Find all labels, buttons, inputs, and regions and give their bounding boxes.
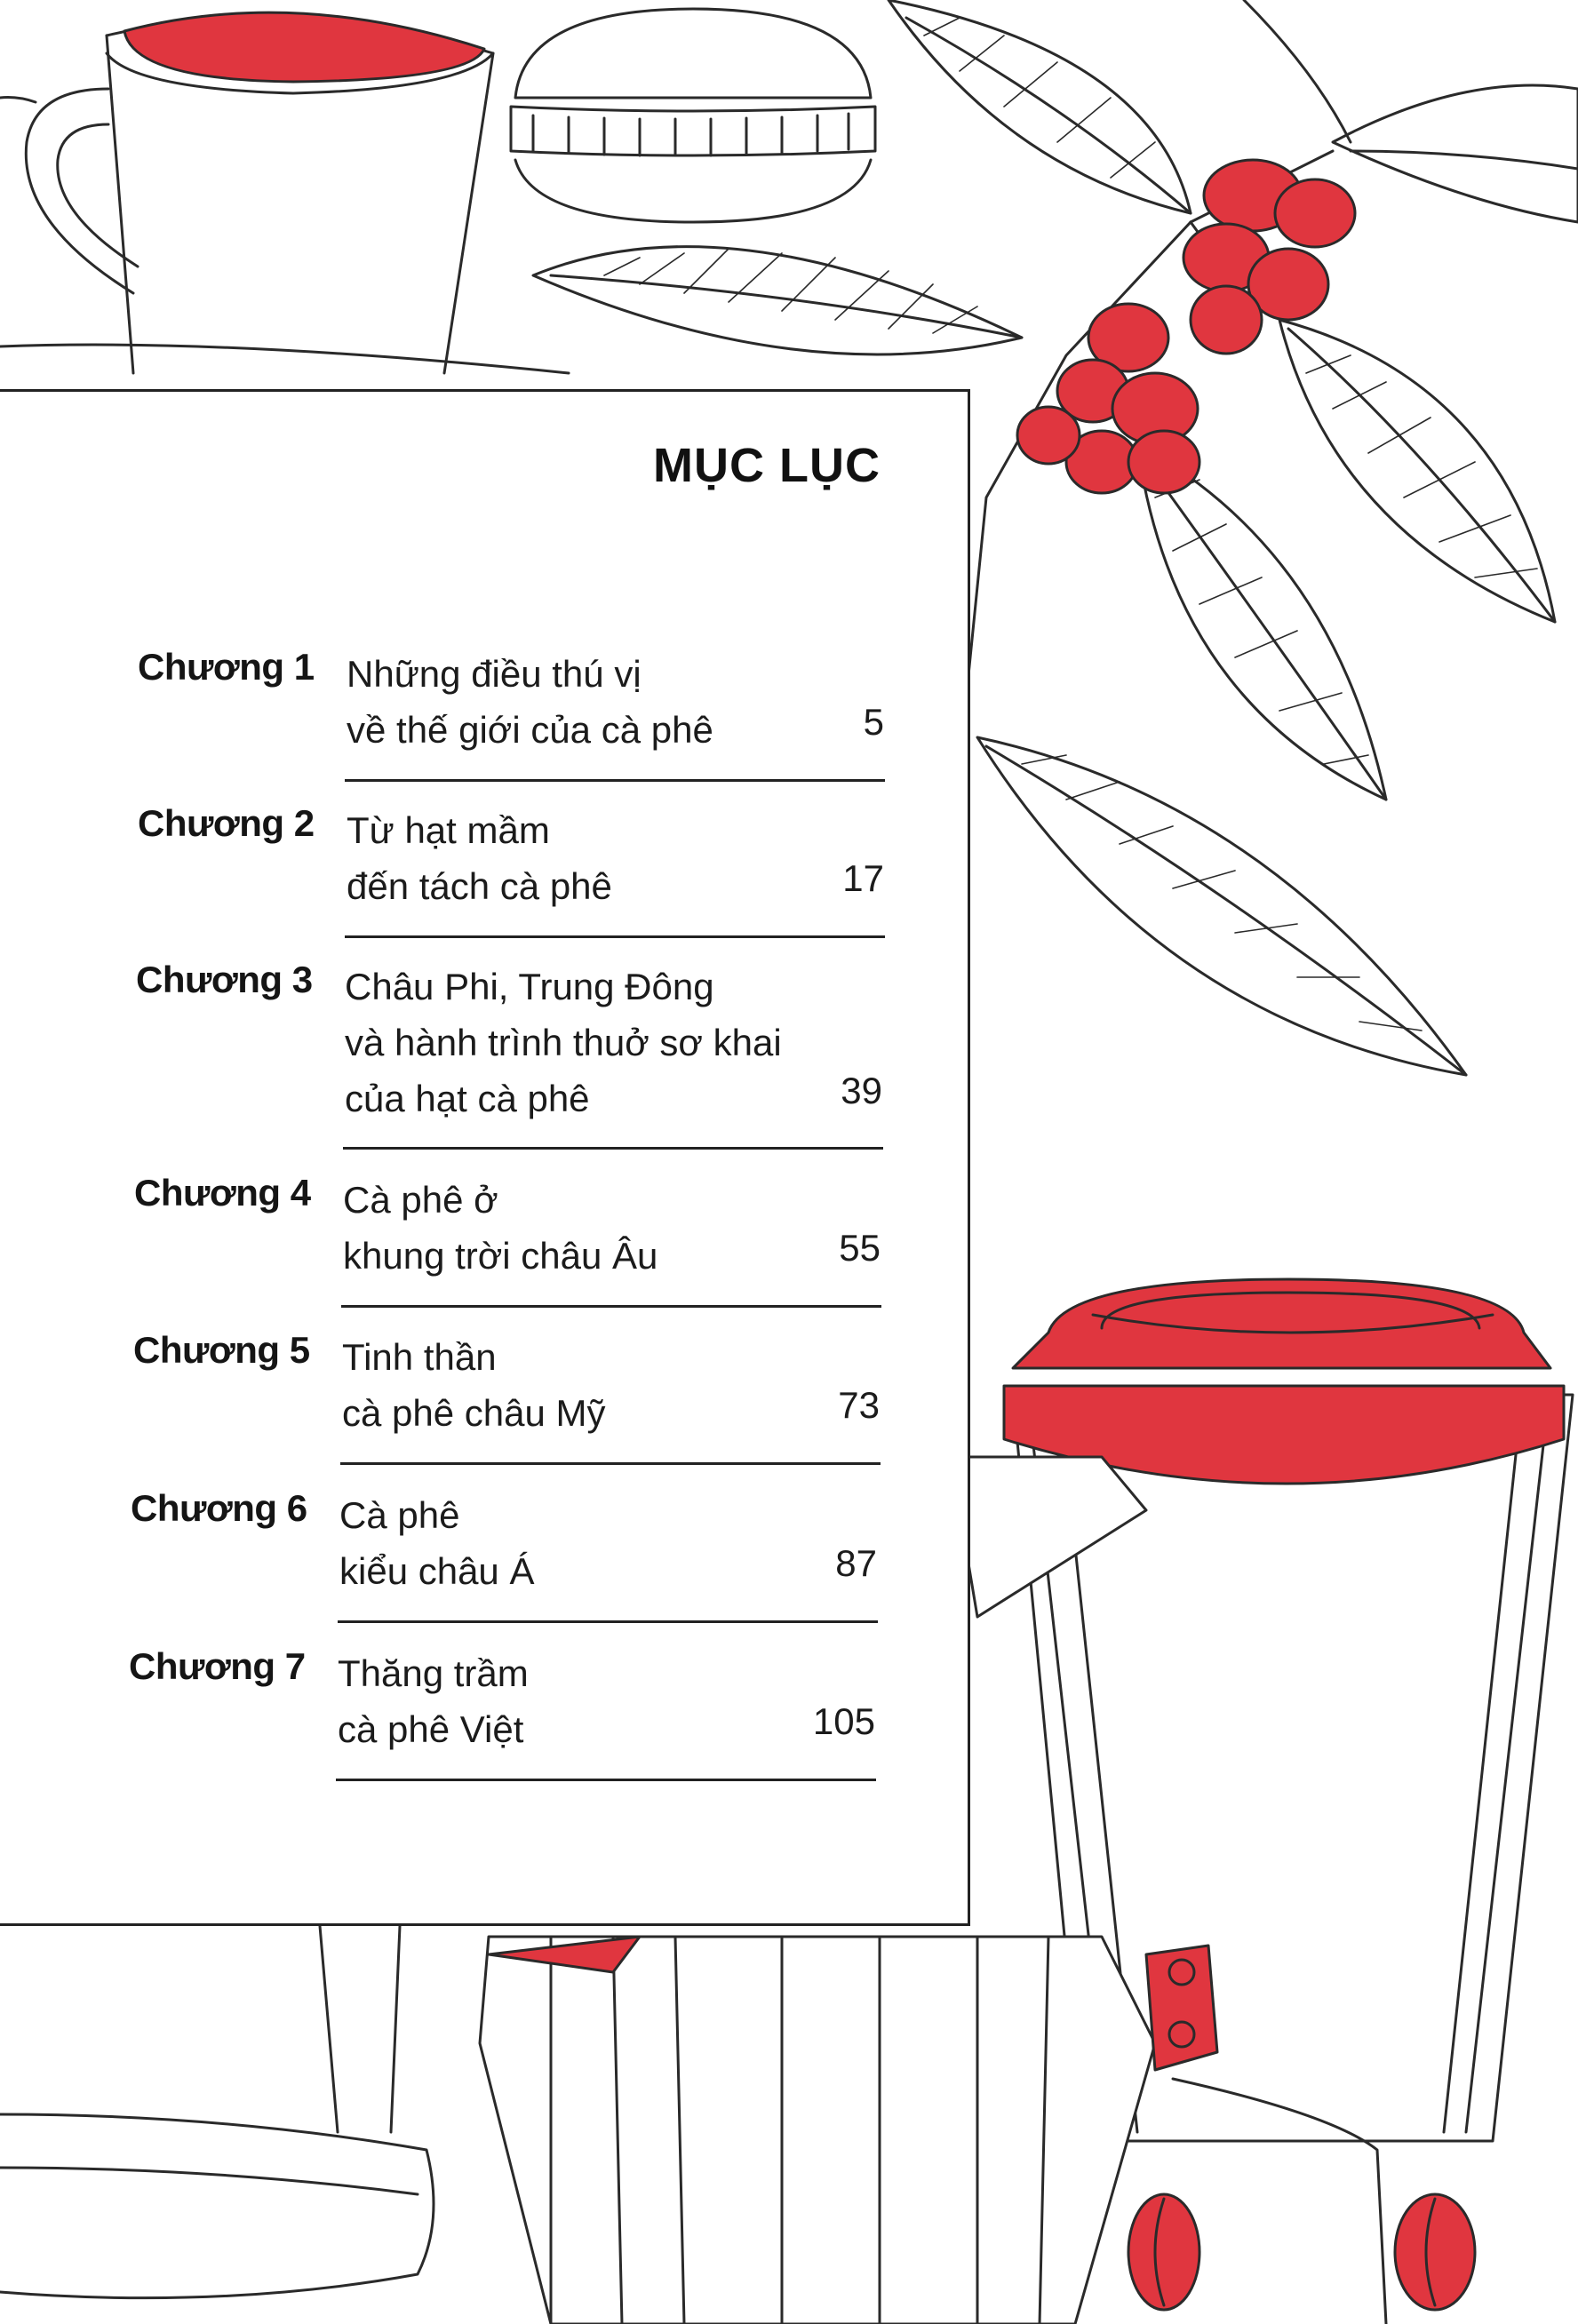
chapter-page-number: 5 xyxy=(863,701,884,743)
table-of-contents-panel xyxy=(0,389,970,1926)
chapter-page-number: 105 xyxy=(812,1700,875,1742)
macaron-icon xyxy=(511,9,875,222)
chapter-title-line: Cà phê ở xyxy=(343,1179,498,1221)
chapter-title-line: khung trời châu Âu xyxy=(343,1235,658,1277)
chapter-title-line: Thăng trầm xyxy=(338,1652,529,1694)
chapter-label: Chương 2 xyxy=(138,802,315,844)
chapter-title-line: Tinh thần xyxy=(342,1336,497,1378)
chapter-title-line: đến tách cà phê xyxy=(347,865,612,907)
chapter-divider xyxy=(341,1305,881,1308)
chapter-title-line: về thế giới của cà phê xyxy=(347,709,713,751)
chapter-divider xyxy=(340,1462,881,1465)
chapter-label: Chương 6 xyxy=(131,1487,307,1529)
chapter-title xyxy=(345,959,782,1126)
chapter-title-line: cà phê Việt xyxy=(338,1708,524,1750)
chapter-title-line: Cà phê xyxy=(339,1494,460,1536)
chapter-page-number: 87 xyxy=(835,1542,877,1584)
milk-jug-icon xyxy=(0,1926,434,2298)
chapter-title xyxy=(347,802,612,914)
chapter-title xyxy=(343,1172,658,1284)
chapter-title xyxy=(338,1645,529,1757)
chapter-label: Chương 7 xyxy=(129,1645,306,1687)
page-title: MỤC LỤC xyxy=(653,439,881,492)
chapter-page-number: 73 xyxy=(838,1384,880,1426)
chapter-divider xyxy=(345,779,885,782)
chapter-label: Chương 3 xyxy=(136,959,313,1000)
chapter-label: Chương 4 xyxy=(134,1172,311,1214)
chapter-divider xyxy=(345,935,885,938)
chapter-label: Chương 5 xyxy=(133,1329,310,1371)
chapter-title-line: Những điều thú vị xyxy=(347,653,642,695)
chapter-page-number: 17 xyxy=(842,857,884,899)
chapter-title-line: Từ hạt mầm xyxy=(347,809,550,851)
chapter-title xyxy=(347,646,713,758)
chapter-title xyxy=(342,1329,606,1441)
chapter-divider xyxy=(336,1779,876,1781)
chapter-title xyxy=(339,1487,534,1599)
chapter-page-number: 39 xyxy=(841,1070,882,1111)
chapter-title-line: kiểu châu Á xyxy=(339,1550,535,1592)
chapter-divider xyxy=(338,1620,878,1623)
chapter-divider xyxy=(343,1147,883,1150)
chapter-title-line: Châu Phi, Trung Đông xyxy=(345,966,714,1007)
coffee-bean-icon xyxy=(1128,2194,1475,2310)
chapter-title-line: của hạt cà phê xyxy=(345,1078,590,1119)
chapter-title-line: cà phê châu Mỹ xyxy=(342,1392,606,1434)
chapter-title-line: và hành trình thuở sơ khai xyxy=(345,1022,782,1063)
chapter-page-number: 55 xyxy=(839,1227,881,1269)
chapter-label: Chương 1 xyxy=(138,646,315,688)
